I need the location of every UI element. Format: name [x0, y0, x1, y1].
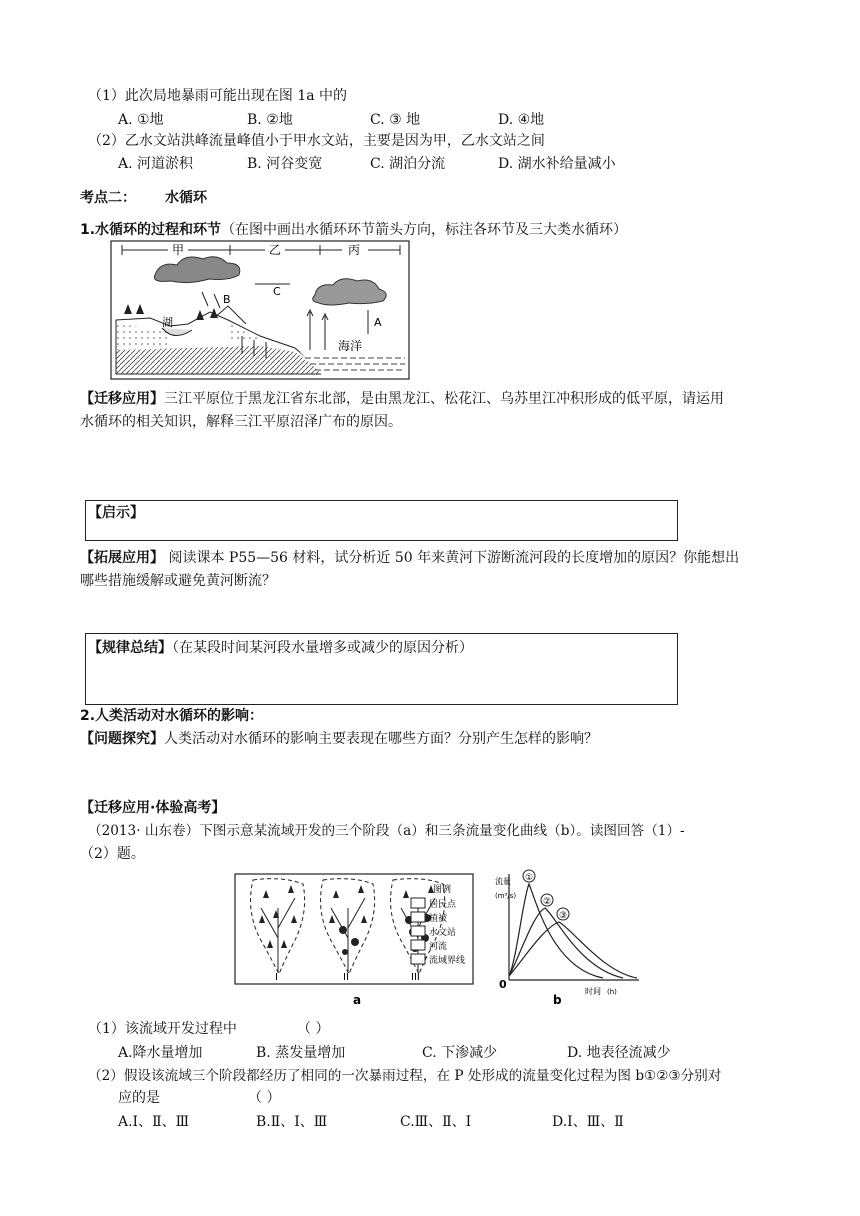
figure-b-label: b	[553, 993, 562, 1007]
section-label: 考点二：	[80, 190, 136, 206]
exam-q2-stem-line-2: 应的是	[118, 1090, 160, 1106]
legend-boundary: 流域界线	[429, 956, 466, 966]
y-axis-unit: (m³/s)	[495, 892, 517, 900]
exam-q1-stem: （1）该流域开发过程中	[88, 1021, 237, 1037]
explore-line	[80, 729, 598, 749]
exam-q1-option-a: A.降水量增加	[118, 1045, 203, 1061]
q1-option-c: C. ③ 地	[370, 112, 421, 128]
origin-label: 0	[499, 978, 507, 991]
figure-a-label: a	[353, 993, 362, 1007]
exam-title: 【迁移应用·体验高考】	[80, 800, 226, 816]
section-title: 水循环	[165, 190, 207, 206]
exam-q2-option-a: A.Ⅰ、Ⅱ、Ⅲ	[118, 1114, 190, 1130]
curve-3	[509, 922, 637, 978]
diagram-label-b: B	[223, 293, 231, 306]
legend-river: 河流	[429, 942, 448, 952]
exam-q1-option-d: D. 地表径流减少	[567, 1045, 671, 1061]
q2-option-a: A. 河道淤积	[118, 156, 194, 172]
basin-figure	[233, 868, 643, 1010]
x-axis-label: 时间	[585, 987, 601, 996]
rule-summary-label: 【规律总结】	[88, 640, 172, 656]
rule-summary-text: （在某段时间某河段水量增多或减少的原因分析）	[172, 640, 473, 656]
q2-option-b: B. 河谷变宽	[247, 156, 323, 172]
transfer-text-2: 水循环的相关知识，解释三江平原沼泽广布的原因。	[80, 414, 402, 430]
question-2-stem: （2）乙水文站洪峰流量峰值小于甲水文站，主要是因为甲，乙水文站之间	[88, 133, 545, 149]
diagram-label-c: C	[273, 285, 281, 298]
item-2-title: 2.人类活动对水循环的影响：	[80, 708, 264, 724]
diagram-label-lake: 湖	[162, 316, 173, 329]
legend-vegetation: 植被	[429, 914, 448, 924]
extend-text-2: 哪些措施缓解或避免黄河断流？	[80, 573, 276, 589]
hint-box	[85, 500, 678, 541]
curve-label-2: ②	[543, 897, 552, 907]
exam-q2-option-d: D.Ⅰ、Ⅲ、Ⅱ	[552, 1114, 624, 1130]
exam-q2-option-c: C.Ⅲ、Ⅱ、Ⅰ	[400, 1114, 472, 1130]
exam-q2-answer-paren: （ ）	[248, 1090, 281, 1106]
rule-summary-box	[85, 633, 678, 705]
extend-text-1: 阅读课本 P55—56 材料，试分析近 50 年来黄河下游断流河段的长度增加的原因？你能想出	[164, 550, 740, 566]
q2-option-c: C. 湖泊分流	[370, 156, 446, 172]
exam-q1-option-c: C. 下渗减少	[422, 1045, 498, 1061]
exam-intro-line-1: （2013· 山东卷）下图示意某流域开发的三个阶段（a）和三条流量变化曲线（b）。读图回答（1）-	[88, 823, 685, 839]
extend-label: 【拓展应用】	[80, 550, 164, 566]
q1-option-d: D. ④地	[498, 112, 545, 128]
diagram-label-a: A	[374, 316, 382, 329]
exam-q1-answer-paren: （ ）	[297, 1021, 330, 1037]
stage-label-1: I	[275, 972, 278, 983]
exam-intro-line-2: （2）题。	[80, 846, 145, 862]
legend-hydro-station: 水文站	[429, 928, 457, 938]
diagram-label-yi: 乙	[269, 243, 282, 257]
transfer-paragraph-line-1	[80, 389, 724, 409]
transfer-label: 【迁移应用】	[80, 391, 164, 407]
curve-label-1: ①	[525, 873, 534, 883]
diagram-label-ocean: 海洋	[338, 339, 363, 353]
item-1-note: （在图中画出水循环环节箭头方向，标注各环节及三大类水循环）	[221, 222, 628, 238]
item-1-title: 1.水循环的过程和环节	[80, 222, 222, 238]
q1-option-b: B. ②地	[247, 112, 293, 128]
hint-label: 【启示】	[88, 505, 144, 521]
stage-label-3: III	[411, 972, 420, 983]
exam-q2-option-b: B.Ⅱ、Ⅰ、Ⅲ	[256, 1114, 328, 1130]
question-1-stem: （1）此次局地暴雨可能出现在图 1a 中的	[88, 88, 348, 104]
curve-label-3: ③	[559, 911, 568, 921]
diagram-label-jia: 甲	[172, 243, 185, 257]
stage-label-2: II	[343, 972, 349, 983]
x-axis-unit: (h)	[607, 988, 617, 996]
legend-settlement: 居民点	[429, 900, 457, 910]
legend-title: 图例	[433, 885, 452, 895]
diagram-label-bing: 丙	[348, 243, 361, 257]
transfer-text-1: 三江平原位于黑龙江省东北部，是由黑龙江、松花江、乌苏里江冲积形成的低平原，请运用	[164, 391, 724, 407]
q2-option-d: D. 湖水补给量减小	[498, 156, 616, 172]
curve-1	[509, 884, 603, 978]
rule-summary-heading	[88, 638, 473, 658]
item-1-heading	[80, 220, 627, 240]
exam-q1-option-b: B. 蒸发量增加	[256, 1045, 346, 1061]
explore-label: 【问题探究】	[80, 731, 164, 747]
extend-paragraph-line-1	[80, 548, 739, 568]
explore-text: 人类活动对水循环的影响主要表现在哪些方面？分别产生怎样的影响？	[164, 731, 598, 747]
y-axis-label: 流量	[495, 877, 511, 886]
q1-option-a: A. ①地	[118, 112, 164, 128]
exam-q2-stem-line-1: （2）假设该流域三个阶段都经历了相同的一次暴雨过程，在 P 处形成的流量变化过程为图 b①②③分别对	[88, 1068, 722, 1084]
water-cycle-diagram	[110, 240, 410, 380]
